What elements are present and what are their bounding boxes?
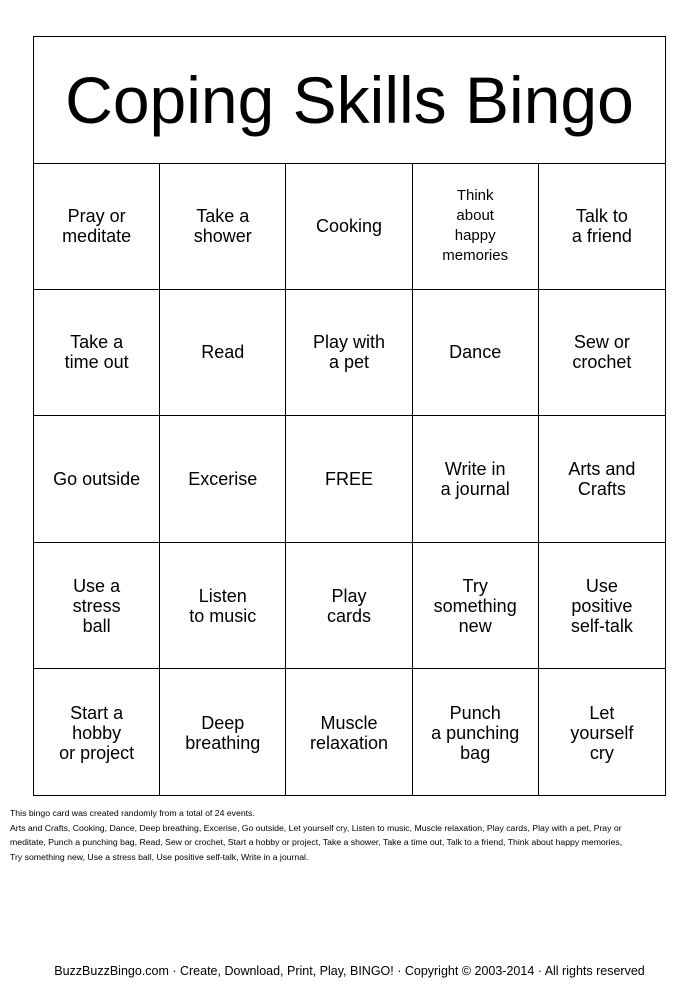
bingo-card — [33, 36, 666, 796]
bingo-cell: Go outside — [34, 416, 160, 543]
bingo-cell: Arts and Crafts — [539, 416, 665, 543]
bingo-cell: Use a stress ball — [34, 543, 160, 670]
bingo-cell: Think about happy memories — [413, 163, 539, 290]
bingo-cell: Write in a journal — [413, 416, 539, 543]
bingo-cell: Take a shower — [160, 163, 286, 290]
bingo-cell: Start a hobby or project — [34, 669, 160, 796]
bingo-cell: Excerise — [160, 416, 286, 543]
bingo-cell: Talk to a friend — [539, 163, 665, 290]
bingo-grid — [34, 163, 665, 796]
bingo-cell: Play with a pet — [286, 290, 412, 417]
footnote-line: This bingo card was created randomly from a total of 24 events. — [10, 808, 255, 818]
title-box — [34, 37, 665, 164]
free-space: FREE — [286, 416, 412, 543]
bingo-cell: Muscle relaxation — [286, 669, 412, 796]
bingo-cell: Cooking — [286, 163, 412, 290]
bingo-cell: Listen to music — [160, 543, 286, 670]
bingo-cell: Play cards — [286, 543, 412, 670]
bingo-cell: Try something new — [413, 543, 539, 670]
event-list-footnote — [10, 806, 690, 864]
bingo-cell: Dance — [413, 290, 539, 417]
bingo-cell: Deep breathing — [160, 669, 286, 796]
bingo-cell: Let yourself cry — [570, 702, 634, 763]
bingo-cell: Pray or meditate — [34, 163, 160, 290]
bingo-cell: Use positive self-talk — [539, 543, 665, 670]
copyright-footer: BuzzBuzzBingo.com · Create, Download, Print, Play, BINGO! · Copyright © 2003-2014 · All rights reserved — [54, 964, 645, 978]
bingo-cell: Take a time out — [34, 290, 160, 417]
bingo-cell: Sew or crochet — [539, 290, 665, 417]
footnote-line: Arts and Crafts, Cooking, Dance, Deep breathing, Excerise, Go outside, Let yourself cry, Listen to music, Muscle relaxation, Play cards, Play with a pet, Pray or — [10, 822, 622, 833]
bingo-cell: Punch a punching bag — [413, 669, 539, 796]
footnote-line: meditate, Punch a punching bag, Read, Sew or crochet, Start a hobby or project, Take a shower, Take a time out, Talk to a friend, Think about happy memories, — [10, 837, 623, 848]
card-title: Coping Skills Bingo — [65, 63, 634, 137]
footnote-line: Try something new, Use a stress ball, Use positive self-talk, Write in a journal. — [10, 851, 309, 862]
bingo-cell: Read — [160, 290, 286, 417]
